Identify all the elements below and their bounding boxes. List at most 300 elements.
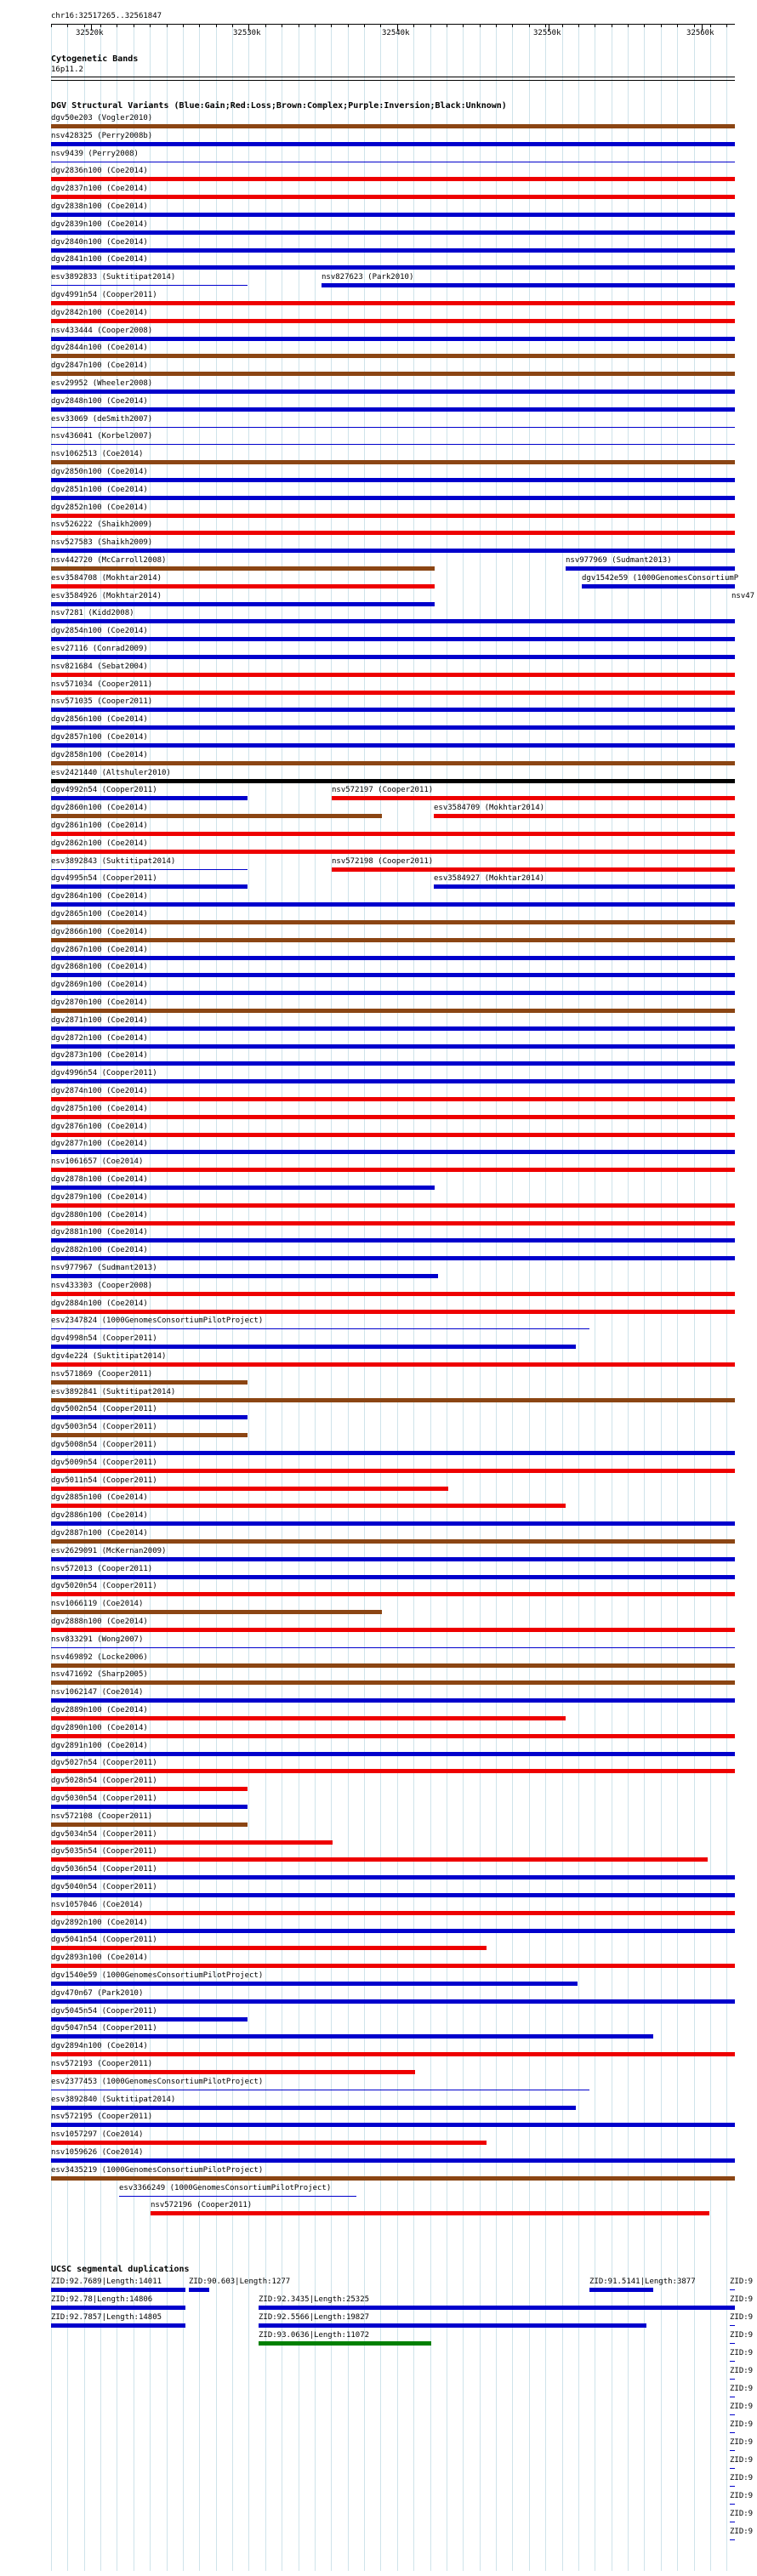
variant-label[interactable]: nsv1062147 (Coe2014) xyxy=(51,1688,144,1697)
variant-bar[interactable] xyxy=(51,1857,708,1862)
variant-bar[interactable] xyxy=(51,213,735,217)
segdup-bar[interactable] xyxy=(730,2432,735,2433)
segdup-label[interactable]: ZID:9 xyxy=(730,2295,754,2304)
variant-bar[interactable] xyxy=(51,354,735,358)
variant-bar[interactable] xyxy=(51,319,735,323)
segdup-bar[interactable] xyxy=(730,2450,735,2451)
variant-bar[interactable] xyxy=(51,1009,735,1013)
variant-bar[interactable] xyxy=(51,902,735,907)
variant-bar[interactable] xyxy=(51,1203,735,1208)
variant-label[interactable]: nsv833291 (Wong2007) xyxy=(51,1635,144,1644)
segdup-bar[interactable] xyxy=(730,2325,735,2326)
variant-bar[interactable] xyxy=(51,1504,566,1508)
variant-label[interactable]: dgv2888n100 (Coe2014) xyxy=(51,1618,148,1626)
variant-label[interactable]: esv2629091 (McKernan2009) xyxy=(51,1547,167,1555)
variant-label[interactable]: esv3584926 (Mokhtar2014) xyxy=(51,592,162,600)
segdup-label[interactable]: ZID:92.78|Length:14806 xyxy=(51,2295,153,2304)
variant-bar[interactable] xyxy=(51,1398,735,1402)
variant-bar[interactable] xyxy=(51,514,735,518)
variant-label[interactable]: dgv2879n100 (Coe2014) xyxy=(51,1193,148,1202)
variant-label[interactable]: dgv5009n54 (Cooper2011) xyxy=(51,1459,157,1467)
variant-label[interactable]: esv3366249 (1000GenomesConsortiumPilotProject) xyxy=(119,2184,332,2192)
variant-label[interactable]: nsv977969 (Sudmant2013) xyxy=(566,556,672,565)
variant-label[interactable]: dgv2881n100 (Coe2014) xyxy=(51,1228,148,1237)
variant-label[interactable]: dgv2870n100 (Coe2014) xyxy=(51,998,148,1007)
variant-bar[interactable] xyxy=(51,2017,248,2022)
variant-label[interactable]: dgv2868n100 (Coe2014) xyxy=(51,963,148,971)
variant-bar[interactable] xyxy=(51,761,735,765)
segdup-bar[interactable] xyxy=(730,2486,735,2487)
variant-bar[interactable] xyxy=(51,1575,735,1579)
variant-bar[interactable] xyxy=(51,2176,735,2181)
variant-label[interactable]: dgv2854n100 (Coe2014) xyxy=(51,627,148,635)
segdup-bar[interactable] xyxy=(730,2289,735,2290)
variant-label[interactable]: dgv2884n100 (Coe2014) xyxy=(51,1299,148,1308)
variant-label[interactable]: esv3435219 (1000GenomesConsortiumPilotProject) xyxy=(51,2166,264,2175)
variant-bar[interactable] xyxy=(51,1168,735,1172)
segdup-bar[interactable] xyxy=(730,2414,735,2415)
variant-bar[interactable] xyxy=(51,1061,735,1066)
variant-bar[interactable] xyxy=(51,1734,735,1738)
variant-bar[interactable] xyxy=(51,1647,735,1648)
segdup-bar[interactable] xyxy=(730,2361,735,2362)
variant-label[interactable]: dgv2880n100 (Coe2014) xyxy=(51,1211,148,1220)
variant-bar[interactable] xyxy=(582,584,735,589)
variant-bar[interactable] xyxy=(51,1840,333,1845)
segdup-bar[interactable] xyxy=(730,2504,735,2505)
variant-bar[interactable] xyxy=(51,2158,735,2163)
variant-label[interactable]: dgv2842n100 (Coe2014) xyxy=(51,309,148,317)
segdup-label[interactable]: ZID:9 xyxy=(730,2385,754,2393)
segdup-bar[interactable] xyxy=(730,2539,735,2540)
variant-label[interactable]: nsv526222 (Shaikh2009) xyxy=(51,520,153,529)
variant-label[interactable]: dgv470n67 (Park2010) xyxy=(51,1989,144,1998)
segdup-bar[interactable] xyxy=(730,2343,735,2344)
variant-bar[interactable] xyxy=(51,460,735,464)
variant-label[interactable]: dgv2860n100 (Coe2014) xyxy=(51,804,148,812)
variant-bar[interactable] xyxy=(51,884,248,889)
variant-bar[interactable] xyxy=(51,1698,735,1703)
variant-label[interactable]: dgv2848n100 (Coe2014) xyxy=(51,397,148,406)
variant-label[interactable]: dgv2889n100 (Coe2014) xyxy=(51,1706,148,1714)
variant-bar[interactable] xyxy=(51,2070,415,2074)
variant-bar[interactable] xyxy=(51,124,735,128)
variant-label[interactable]: esv27116 (Conrad2009) xyxy=(51,645,148,653)
variant-label[interactable]: nsv428325 (Perry2008b) xyxy=(51,132,153,140)
variant-bar[interactable] xyxy=(51,1823,248,1827)
variant-label[interactable]: dgv2878n100 (Coe2014) xyxy=(51,1175,148,1184)
variant-label[interactable]: nsv571035 (Cooper2011) xyxy=(51,697,153,706)
variant-label[interactable]: esv29952 (Wheeler2008) xyxy=(51,379,153,388)
variant-bar[interactable] xyxy=(51,1752,735,1756)
variant-bar[interactable] xyxy=(51,1982,578,1986)
variant-bar[interactable] xyxy=(51,1964,735,1968)
segdup-label[interactable]: ZID:92.7857|Length:14805 xyxy=(51,2313,162,2322)
variant-label[interactable]: dgv2869n100 (Coe2014) xyxy=(51,981,148,989)
variant-bar[interactable] xyxy=(51,2123,735,2127)
variant-bar[interactable] xyxy=(51,1911,735,1915)
variant-bar[interactable] xyxy=(51,2141,487,2145)
variant-label[interactable]: nsv433303 (Cooper2008) xyxy=(51,1282,153,1290)
variant-label[interactable]: dgv2840n100 (Coe2014) xyxy=(51,238,148,247)
variant-bar[interactable] xyxy=(51,248,735,253)
variant-label[interactable]: dgv2857n100 (Coe2014) xyxy=(51,733,148,742)
variant-bar[interactable] xyxy=(51,1716,566,1720)
variant-bar[interactable] xyxy=(51,869,248,870)
variant-label[interactable]: nsv1066119 (Coe2014) xyxy=(51,1600,144,1608)
variant-label[interactable]: dgv2837n100 (Coe2014) xyxy=(51,185,148,193)
variant-bar[interactable] xyxy=(51,1610,382,1614)
variant-bar[interactable] xyxy=(51,850,735,854)
variant-bar[interactable] xyxy=(51,1769,735,1773)
variant-bar[interactable] xyxy=(51,1362,735,1367)
variant-bar[interactable] xyxy=(51,1044,735,1049)
segdup-label[interactable]: ZID:90.603|Length:1277 xyxy=(189,2277,291,2286)
variant-label[interactable]: dgv2844n100 (Coe2014) xyxy=(51,344,148,352)
variant-label[interactable]: dgv4996n54 (Cooper2011) xyxy=(51,1069,157,1078)
variant-bar[interactable] xyxy=(51,602,435,606)
variant-bar[interactable] xyxy=(51,1451,735,1455)
variant-label[interactable]: nsv572198 (Cooper2011) xyxy=(332,857,434,866)
variant-label[interactable]: dgv5045n54 (Cooper2011) xyxy=(51,2007,157,2016)
variant-label[interactable]: dgv2871n100 (Coe2014) xyxy=(51,1016,148,1025)
variant-label[interactable]: esv3584709 (Mokhtar2014) xyxy=(434,804,545,812)
variant-bar[interactable] xyxy=(51,1274,438,1278)
segdup-label[interactable]: ZID:9 xyxy=(730,2456,754,2465)
variant-label[interactable]: dgv2856n100 (Coe2014) xyxy=(51,715,148,724)
variant-label[interactable]: esv3584708 (Mokhtar2014) xyxy=(51,574,162,583)
variant-bar[interactable] xyxy=(51,337,735,341)
variant-bar[interactable] xyxy=(51,1521,735,1526)
variant-bar[interactable] xyxy=(51,956,735,960)
variant-label[interactable]: esv3892840 (Suktitipat2014) xyxy=(51,2095,176,2104)
variant-bar[interactable] xyxy=(51,637,735,641)
variant-label[interactable]: nsv527583 (Shaikh2009) xyxy=(51,538,153,547)
variant-bar[interactable] xyxy=(51,301,735,305)
segdup-bar[interactable] xyxy=(259,2323,646,2328)
variant-label[interactable]: dgv2858n100 (Coe2014) xyxy=(51,751,148,759)
ruler-minor-tick xyxy=(496,24,497,27)
variant-label[interactable]: dgv2862n100 (Coe2014) xyxy=(51,839,148,848)
variant-label[interactable]: dgv5034n54 (Cooper2011) xyxy=(51,1830,157,1839)
variant-bar[interactable] xyxy=(51,1415,248,1419)
variant-label[interactable]: nsv827623 (Park2010) xyxy=(322,273,414,281)
segdup-bar[interactable] xyxy=(730,2468,735,2469)
variant-label[interactable]: esv33069 (deSmith2007) xyxy=(51,415,153,424)
variant-label[interactable]: dgv2838n100 (Coe2014) xyxy=(51,202,148,211)
variant-label[interactable]: nsv1057297 (Coe2014) xyxy=(51,2130,144,2139)
segdup-label[interactable]: ZID:91.5141|Length:3877 xyxy=(589,2277,696,2286)
variant-label[interactable]: nsv572195 (Cooper2011) xyxy=(51,2113,153,2121)
segdup-label[interactable]: ZID:9 xyxy=(730,2331,754,2340)
variant-label[interactable]: dgv2839n100 (Coe2014) xyxy=(51,220,148,229)
variant-bar[interactable] xyxy=(51,1893,735,1897)
variant-label[interactable]: dgv2866n100 (Coe2014) xyxy=(51,928,148,936)
variant-bar[interactable] xyxy=(51,1805,248,1809)
variant-bar[interactable] xyxy=(51,1539,735,1544)
variant-label[interactable]: dgv2852n100 (Coe2014) xyxy=(51,503,148,512)
segdup-label[interactable]: ZID:9 xyxy=(730,2492,754,2500)
variant-bar[interactable] xyxy=(51,1026,735,1031)
variant-label[interactable]: nsv572108 (Cooper2011) xyxy=(51,1812,153,1821)
variant-bar[interactable] xyxy=(51,584,435,589)
variant-label[interactable]: dgv2893n100 (Coe2014) xyxy=(51,1953,148,1962)
variant-bar[interactable] xyxy=(51,1592,735,1596)
variant-label[interactable]: nsv433444 (Cooper2008) xyxy=(51,327,153,335)
variant-bar[interactable] xyxy=(51,427,735,428)
segdup-label[interactable]: ZID:9 xyxy=(730,2349,754,2357)
variant-bar[interactable] xyxy=(51,1875,735,1879)
variant-label[interactable]: nsv1062513 (Coe2014) xyxy=(51,450,144,458)
segdup-label[interactable]: ZID:9 xyxy=(730,2367,754,2375)
variant-label[interactable]: dgv5027n54 (Cooper2011) xyxy=(51,1759,157,1767)
ruler-minor-tick xyxy=(232,24,233,27)
variant-bar[interactable] xyxy=(51,1221,735,1225)
variant-bar[interactable] xyxy=(51,1133,735,1137)
variant-bar[interactable] xyxy=(51,1238,735,1243)
variant-bar[interactable] xyxy=(51,1292,735,1296)
segdup-bar[interactable] xyxy=(51,2323,185,2328)
variant-bar[interactable] xyxy=(51,285,248,286)
variant-label[interactable]: nsv572013 (Cooper2011) xyxy=(51,1565,153,1573)
variant-label[interactable]: dgv50e203 (Vogler2010) xyxy=(51,114,153,122)
variant-label[interactable]: nsv9439 (Perry2008) xyxy=(51,150,139,158)
variant-bar[interactable] xyxy=(51,973,735,977)
variant-label[interactable]: dgv2861n100 (Coe2014) xyxy=(51,822,148,830)
variant-label[interactable]: nsv1061657 (Coe2014) xyxy=(51,1157,144,1166)
segdup-label[interactable]: ZID:9 xyxy=(730,2403,754,2411)
variant-bar[interactable] xyxy=(51,1345,576,1349)
variant-bar[interactable] xyxy=(51,407,735,412)
variant-bar[interactable] xyxy=(51,1115,735,1119)
segdup-bar[interactable] xyxy=(259,2306,735,2310)
segdup-bar[interactable] xyxy=(189,2288,209,2292)
segdup-label[interactable]: ZID:9 xyxy=(730,2313,754,2322)
variant-label[interactable]: nsv1057046 (Coe2014) xyxy=(51,1901,144,1909)
variant-label[interactable]: dgv5040n54 (Cooper2011) xyxy=(51,1883,157,1891)
variant-bar[interactable] xyxy=(151,2211,709,2215)
variant-bar[interactable] xyxy=(51,1150,735,1154)
variant-label[interactable]: nsv572196 (Cooper2011) xyxy=(151,2201,253,2209)
variant-bar[interactable] xyxy=(51,743,735,748)
variant-bar[interactable] xyxy=(51,1097,735,1101)
variant-bar[interactable] xyxy=(51,1186,435,1190)
segdup-label[interactable]: ZID:9 xyxy=(730,2474,754,2482)
variant-bar[interactable] xyxy=(434,814,735,818)
variant-bar[interactable] xyxy=(51,619,735,623)
variant-bar[interactable] xyxy=(51,1079,735,1083)
variant-label[interactable]: nsv572193 (Cooper2011) xyxy=(51,2060,153,2068)
segdup-bar[interactable] xyxy=(589,2288,653,2292)
variant-bar[interactable] xyxy=(51,1380,248,1385)
ruler-minor-tick xyxy=(545,24,546,27)
segdup-label[interactable]: ZID:9 xyxy=(730,2438,754,2447)
variant-label[interactable]: dgv1540e59 (1000GenomesConsortiumPilotProject) xyxy=(51,1971,264,1980)
segdup-bar[interactable] xyxy=(730,2379,735,2380)
variant-label[interactable]: dgv5036n54 (Cooper2011) xyxy=(51,1865,157,1874)
variant-label[interactable]: dgv5011n54 (Cooper2011) xyxy=(51,1476,157,1485)
variant-bar[interactable] xyxy=(51,1628,735,1632)
variant-label[interactable]: dgv5030n54 (Cooper2011) xyxy=(51,1794,157,1803)
variant-bar[interactable] xyxy=(51,1946,487,1950)
variant-label[interactable]: dgv2876n100 (Coe2014) xyxy=(51,1123,148,1131)
variant-label[interactable]: dgv2887n100 (Coe2014) xyxy=(51,1529,148,1538)
variant-bar[interactable] xyxy=(51,725,735,730)
variant-bar[interactable] xyxy=(51,1469,735,1473)
variant-bar[interactable] xyxy=(51,265,735,270)
variant-bar[interactable] xyxy=(51,1557,735,1561)
variant-label[interactable]: dgv2891n100 (Coe2014) xyxy=(51,1742,148,1750)
variant-label[interactable]: dgv2892n100 (Coe2014) xyxy=(51,1919,148,1927)
variant-label[interactable]: dgv2886n100 (Coe2014) xyxy=(51,1511,148,1520)
variant-label[interactable]: dgv5008n54 (Cooper2011) xyxy=(51,1441,157,1449)
segdup-label[interactable]: ZID:9 xyxy=(730,2420,754,2429)
variant-bar[interactable] xyxy=(51,177,735,181)
variant-bar[interactable] xyxy=(332,867,735,872)
variant-label[interactable]: nsv977967 (Sudmant2013) xyxy=(51,1264,157,1272)
variant-label[interactable]: nsv47 xyxy=(731,592,755,600)
segdup-label[interactable]: ZID:9 xyxy=(730,2510,754,2518)
variant-bar[interactable] xyxy=(51,2106,576,2110)
segdup-label[interactable]: ZID:92.5566|Length:19827 xyxy=(259,2313,370,2322)
variant-label[interactable]: dgv5035n54 (Cooper2011) xyxy=(51,1847,157,1856)
variant-bar[interactable] xyxy=(51,1487,448,1491)
variant-bar[interactable] xyxy=(51,444,735,445)
segdup-label[interactable]: ZID:92.3435|Length:25325 xyxy=(259,2295,370,2304)
variant-bar[interactable] xyxy=(51,496,735,500)
variant-bar[interactable] xyxy=(51,1328,589,1329)
variant-bar[interactable] xyxy=(51,566,435,571)
variant-label[interactable]: dgv2841n100 (Coe2014) xyxy=(51,255,148,264)
variant-bar[interactable] xyxy=(51,1787,248,1791)
segdup-label[interactable]: ZID:9 xyxy=(730,2528,754,2536)
variant-bar[interactable] xyxy=(51,991,735,995)
variant-bar[interactable] xyxy=(51,2052,735,2056)
variant-label[interactable]: nsv442720 (McCarroll2008) xyxy=(51,556,167,565)
variant-bar[interactable] xyxy=(51,1256,735,1260)
variant-bar[interactable] xyxy=(51,1310,735,1314)
variant-label[interactable]: dgv4995n54 (Cooper2011) xyxy=(51,874,157,883)
variant-label[interactable]: dgv2850n100 (Coe2014) xyxy=(51,468,148,476)
variant-label[interactable]: dgv5028n54 (Cooper2011) xyxy=(51,1777,157,1785)
variant-label[interactable]: dgv2877n100 (Coe2014) xyxy=(51,1140,148,1148)
segdup-bar[interactable] xyxy=(51,2306,185,2310)
variant-bar[interactable] xyxy=(51,1433,248,1437)
ruler-minor-tick xyxy=(430,24,431,27)
variant-label[interactable]: dgv4991n54 (Cooper2011) xyxy=(51,291,157,299)
variant-bar[interactable] xyxy=(322,283,735,287)
variant-label[interactable]: nsv469892 (Locke2006) xyxy=(51,1653,148,1662)
variant-bar[interactable] xyxy=(51,655,735,659)
variant-label[interactable]: esv3892833 (Suktitipat2014) xyxy=(51,273,176,281)
segdup-bar[interactable] xyxy=(259,2341,431,2346)
variant-label[interactable]: dgv2865n100 (Coe2014) xyxy=(51,910,148,918)
variant-bar[interactable] xyxy=(51,1680,735,1685)
variant-bar[interactable] xyxy=(51,142,735,146)
variant-label[interactable]: nsv1059626 (Coe2014) xyxy=(51,2148,144,2157)
variant-bar[interactable] xyxy=(51,691,735,695)
segdup-label[interactable]: ZID:92.7689|Length:14011 xyxy=(51,2277,162,2286)
variant-label[interactable]: dgv2875n100 (Coe2014) xyxy=(51,1105,148,1113)
variant-label[interactable]: esv2377453 (1000GenomesConsortiumPilotProject) xyxy=(51,2078,264,2086)
variant-bar[interactable] xyxy=(51,531,735,535)
variant-bar[interactable] xyxy=(51,1999,735,2004)
grid-line xyxy=(529,24,530,2571)
variant-label[interactable]: esv3892843 (Suktitipat2014) xyxy=(51,857,176,866)
variant-label[interactable]: dgv5041n54 (Cooper2011) xyxy=(51,1936,157,1944)
variant-label[interactable]: dgv2890n100 (Coe2014) xyxy=(51,1724,148,1732)
variant-label[interactable]: dgv2836n100 (Coe2014) xyxy=(51,167,148,175)
variant-bar[interactable] xyxy=(51,2034,653,2039)
variant-bar[interactable] xyxy=(51,478,735,482)
variant-bar[interactable] xyxy=(434,884,735,889)
variant-label[interactable]: esv2347824 (1000GenomesConsortiumPilotProject) xyxy=(51,1316,264,1325)
variant-label[interactable]: dgv2894n100 (Coe2014) xyxy=(51,2042,148,2050)
variant-bar[interactable] xyxy=(51,796,248,800)
variant-label[interactable]: dgv4992n54 (Cooper2011) xyxy=(51,786,157,794)
variant-label[interactable]: esv3584927 (Mokhtar2014) xyxy=(434,874,545,883)
variant-label[interactable]: dgv2873n100 (Coe2014) xyxy=(51,1051,148,1060)
variant-label[interactable]: dgv2872n100 (Coe2014) xyxy=(51,1034,148,1043)
variant-bar[interactable] xyxy=(332,796,735,800)
variant-label[interactable]: nsv572197 (Cooper2011) xyxy=(332,786,434,794)
variant-label[interactable]: dgv2874n100 (Coe2014) xyxy=(51,1087,148,1095)
variant-label[interactable]: dgv1542e59 (1000GenomesConsortiumP xyxy=(582,574,739,583)
variant-bar[interactable] xyxy=(566,566,735,571)
variant-label[interactable]: nsv436041 (Korbel2007) xyxy=(51,432,153,441)
variant-bar[interactable] xyxy=(119,2196,356,2197)
variant-bar[interactable] xyxy=(51,938,735,942)
variant-bar[interactable] xyxy=(51,1929,735,1933)
variant-label[interactable]: nsv7281 (Kidd2008) xyxy=(51,609,134,617)
variant-label[interactable]: nsv471692 (Sharp2005) xyxy=(51,1670,148,1679)
variant-bar[interactable] xyxy=(51,1663,735,1668)
variant-label[interactable]: dgv2867n100 (Coe2014) xyxy=(51,946,148,954)
variant-label[interactable]: esv3892841 (Suktitipat2014) xyxy=(51,1388,176,1396)
variant-label[interactable]: dgv2864n100 (Coe2014) xyxy=(51,892,148,901)
variant-label[interactable]: esv2421440 (Altshuler2010) xyxy=(51,769,171,777)
variant-label[interactable]: nsv821684 (Sebat2004) xyxy=(51,662,148,671)
segdup-label[interactable]: ZID:9 xyxy=(730,2277,754,2286)
variant-bar[interactable] xyxy=(51,390,735,394)
variant-label[interactable]: dgv5002n54 (Cooper2011) xyxy=(51,1405,157,1413)
variant-bar[interactable] xyxy=(51,195,735,199)
variant-bar[interactable] xyxy=(51,920,735,924)
variant-bar[interactable] xyxy=(51,779,735,783)
variant-bar[interactable] xyxy=(51,549,735,553)
variant-bar[interactable] xyxy=(51,372,735,376)
variant-label[interactable]: dgv2882n100 (Coe2014) xyxy=(51,1246,148,1254)
variant-label[interactable]: dgv5020n54 (Cooper2011) xyxy=(51,1582,157,1590)
variant-bar[interactable] xyxy=(51,832,735,836)
variant-label[interactable]: dgv5003n54 (Cooper2011) xyxy=(51,1423,157,1431)
variant-label[interactable]: dgv4998n54 (Cooper2011) xyxy=(51,1334,157,1343)
variant-label[interactable]: dgv5047n54 (Cooper2011) xyxy=(51,2024,157,2033)
variant-label[interactable]: nsv571869 (Cooper2011) xyxy=(51,1370,153,1379)
variant-bar[interactable] xyxy=(51,708,735,712)
variant-label[interactable]: nsv571034 (Cooper2011) xyxy=(51,680,153,689)
variant-bar[interactable] xyxy=(51,673,735,677)
segdup-bar[interactable] xyxy=(51,2288,185,2292)
variant-bar[interactable] xyxy=(51,230,735,235)
variant-bar[interactable] xyxy=(51,814,382,818)
segdup-label[interactable]: ZID:93.0636|Length:11072 xyxy=(259,2331,370,2340)
variant-label[interactable]: dgv2847n100 (Coe2014) xyxy=(51,361,148,370)
variant-label[interactable]: dgv4e224 (Suktitipat2014) xyxy=(51,1352,167,1361)
segdup-bar[interactable] xyxy=(730,2307,735,2308)
variant-label[interactable]: dgv2851n100 (Coe2014) xyxy=(51,486,148,494)
variant-label[interactable]: dgv2885n100 (Coe2014) xyxy=(51,1493,148,1502)
